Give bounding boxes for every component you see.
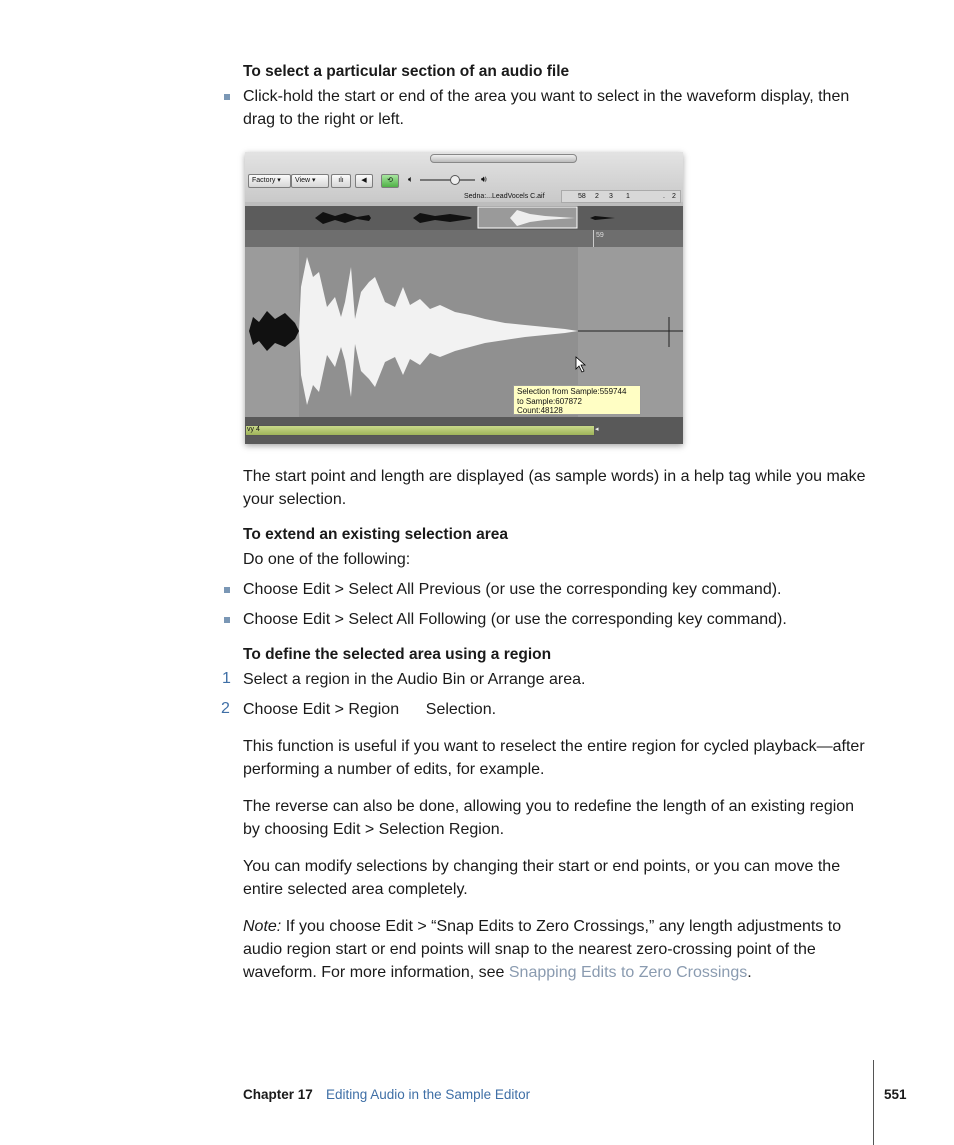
- paragraph-reselect: This function is useful if you want to reselect the entire region for cycled playback—after performing a number of edits, for example.: [243, 738, 865, 778]
- volume-slider-knob[interactable]: [450, 175, 460, 185]
- waveform-icon[interactable]: ılı: [331, 174, 351, 188]
- bottom-region-bar: [245, 417, 683, 444]
- view-menu-button[interactable]: View ▾: [291, 174, 329, 188]
- region-bar[interactable]: [245, 425, 595, 436]
- bullet-marker: [224, 587, 230, 593]
- caption-paragraph: The start point and length are displayed (as sample words) in a help tag while you make your selection.: [243, 468, 866, 508]
- speaker-icon[interactable]: ◀: [355, 174, 373, 188]
- bullet-marker: [224, 94, 230, 100]
- bullet-marker: [224, 617, 230, 623]
- note-label: Note:: [243, 918, 282, 935]
- heading-extend-selection: To extend an existing selection area: [243, 526, 509, 543]
- volume-low-icon: 🔈︎: [408, 174, 414, 184]
- sample-editor-toolbar: [245, 152, 683, 202]
- select-instruction: Click-hold the start or end of the area you want to select in the waveform display, then drag to the right or left.: [243, 88, 850, 128]
- position-tick: 1: [626, 193, 630, 200]
- define-step-1: Select a region in the Audio Bin or Arrange area.: [243, 671, 586, 688]
- factory-menu-button[interactable]: Factory ▾: [248, 174, 291, 188]
- footer-divider: [873, 1060, 874, 1145]
- position-extra: 2: [672, 193, 676, 200]
- position-bar: 58: [578, 193, 586, 200]
- overview-waveform-shape: [245, 206, 683, 230]
- waveform-display[interactable]: [245, 247, 683, 417]
- ruler-mark-59: 59: [596, 232, 604, 239]
- time-ruler[interactable]: [245, 230, 683, 247]
- note-text: If you choose Edit > “Snap Edits to Zero Crossings,” any length adjustments to audio region start or end points will snap to the nearest zero-crossing point of the waveform. For more information, see: [243, 918, 842, 981]
- extend-intro: Do one of the following:: [243, 551, 411, 568]
- view-label: View: [295, 177, 311, 184]
- footer-chapter: Chapter 17: [243, 1087, 313, 1102]
- region-label: vy 4: [247, 426, 260, 433]
- heading-define-region: To define the selected area using a region: [243, 646, 552, 663]
- footer-chapter-title[interactable]: Editing Audio in the Sample Editor: [326, 1087, 531, 1102]
- position-division: 3: [609, 193, 613, 200]
- file-name: Sedna:...LeadVocels C.aif: [464, 193, 545, 200]
- define-step-2: Choose Edit > Region Selection.: [243, 701, 497, 718]
- sample-editor-screenshot: [245, 152, 683, 444]
- tooltip-selection-count: Count:48128: [517, 406, 563, 415]
- horizontal-scroller[interactable]: [430, 154, 577, 163]
- step-number: 2: [221, 700, 230, 717]
- region-end-marker-icon: ◂: [595, 426, 599, 433]
- heading-select-section: To select a particular section of an audio file: [243, 63, 570, 80]
- paragraph-reverse: The reverse can also be done, allowing you to redefine the length of an existing region by choosing Edit > Selection Region.: [243, 798, 855, 838]
- snapping-edits-link[interactable]: Snapping Edits to Zero Crossings: [508, 964, 748, 981]
- selection-help-tag: [513, 385, 641, 415]
- loop-icon[interactable]: ⟲: [381, 174, 399, 188]
- note-end: .: [747, 964, 752, 981]
- extend-option-following: Choose Edit > Select All Following (or use the corresponding key command).: [243, 611, 787, 628]
- extend-option-previous: Choose Edit > Select All Previous (or use the corresponding key command).: [243, 581, 782, 598]
- paragraph-modify: You can modify selections by changing their start or end points, or you can move the entire selected area completely.: [243, 858, 841, 898]
- tooltip-selection-start: Selection from Sample:559744: [517, 387, 627, 396]
- volume-slider[interactable]: [420, 179, 475, 181]
- volume-high-icon: 🔊︎: [481, 174, 487, 184]
- note-paragraph: [243, 915, 858, 984]
- waveform-overview[interactable]: [245, 206, 683, 230]
- position-beat: 2: [595, 193, 599, 200]
- factory-label: Factory: [252, 177, 276, 184]
- page-number: 551: [884, 1087, 907, 1102]
- step-number: 1: [222, 670, 231, 687]
- position-sep: .: [663, 193, 665, 200]
- tooltip-selection-end: to Sample:607872: [517, 396, 582, 406]
